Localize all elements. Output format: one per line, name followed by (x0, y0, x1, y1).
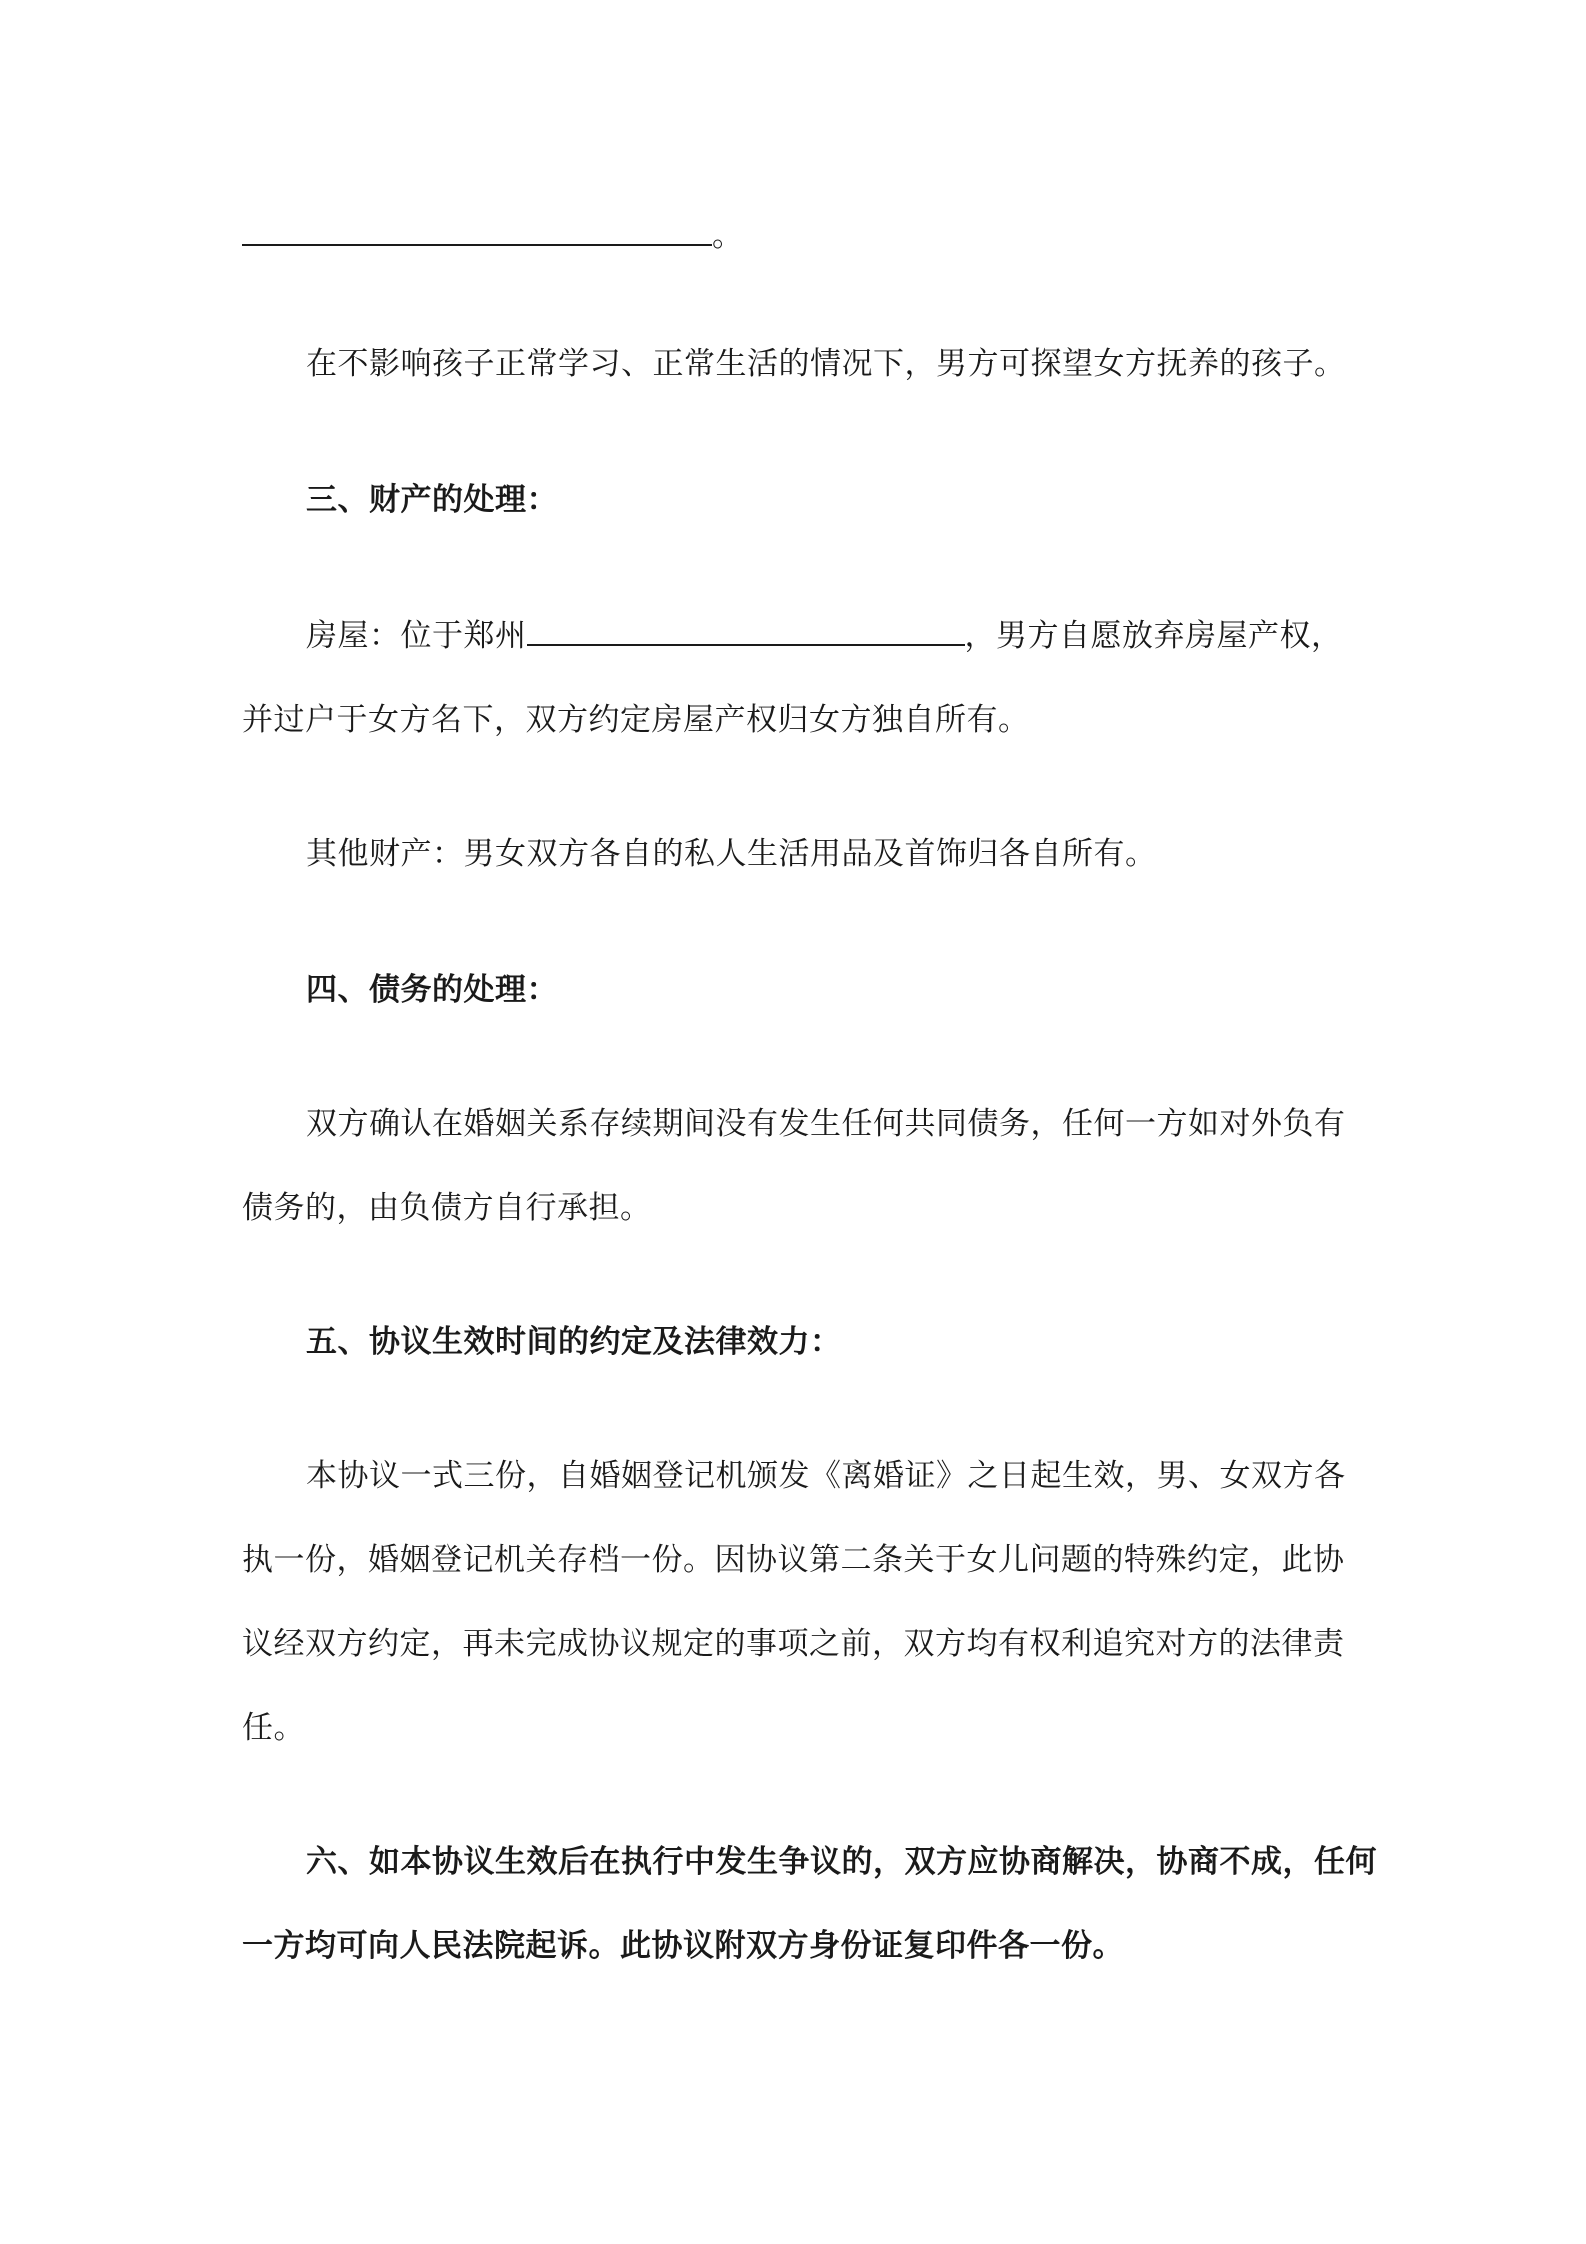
address-blank (527, 614, 965, 646)
section-5-heading: 五、协议生效时间的约定及法律效力： (306, 1324, 842, 1360)
section-3-heading: 三、财产的处理： (306, 482, 558, 518)
house-line-1 (306, 614, 1426, 656)
section-6-line-1: 六、如本协议生效后在执行中发生争议的，双方应协商解决，协商不成，任何 (306, 1844, 1377, 1880)
house-suffix: ，男方自愿放弃房屋产权， (964, 618, 1343, 654)
blank-line (242, 214, 1362, 256)
effect-line-2: 执一份，婚姻登记机关存档一份。因协议第二条关于女儿问题的特殊约定，此协 (242, 1542, 1345, 1578)
section-4-heading: 四、债务的处理： (306, 972, 558, 1008)
section-6-line-2: 一方均可向人民法院起诉。此协议附双方身份证复印件各一份。 (242, 1928, 1124, 1964)
house-prefix: 房屋：位于郑州 (306, 618, 527, 654)
debt-line-1: 双方确认在婚姻关系存续期间没有发生任何共同债务，任何一方如对外负有 (306, 1106, 1346, 1142)
fill-in-blank (242, 214, 712, 246)
visitation-paragraph: 在不影响孩子正常学习、正常生活的情况下，男方可探望女方抚养的孩子。 (306, 346, 1346, 382)
effect-line-4: 任。 (242, 1710, 305, 1746)
effect-line-3: 议经双方约定，再未完成协议规定的事项之前，双方均有权利追究对方的法律责 (242, 1626, 1345, 1662)
house-line-2: 并过户于女方名下，双方约定房屋产权归女方独自所有。 (242, 702, 1030, 738)
debt-line-2: 债务的，由负债方自行承担。 (242, 1190, 652, 1226)
other-property-paragraph: 其他财产：男女双方各自的私人生活用品及首饰归各自所有。 (306, 836, 1157, 872)
period: 。 (712, 218, 744, 254)
effect-line-1: 本协议一式三份，自婚姻登记机颁发《离婚证》之日起生效，男、女双方各 (306, 1458, 1346, 1494)
